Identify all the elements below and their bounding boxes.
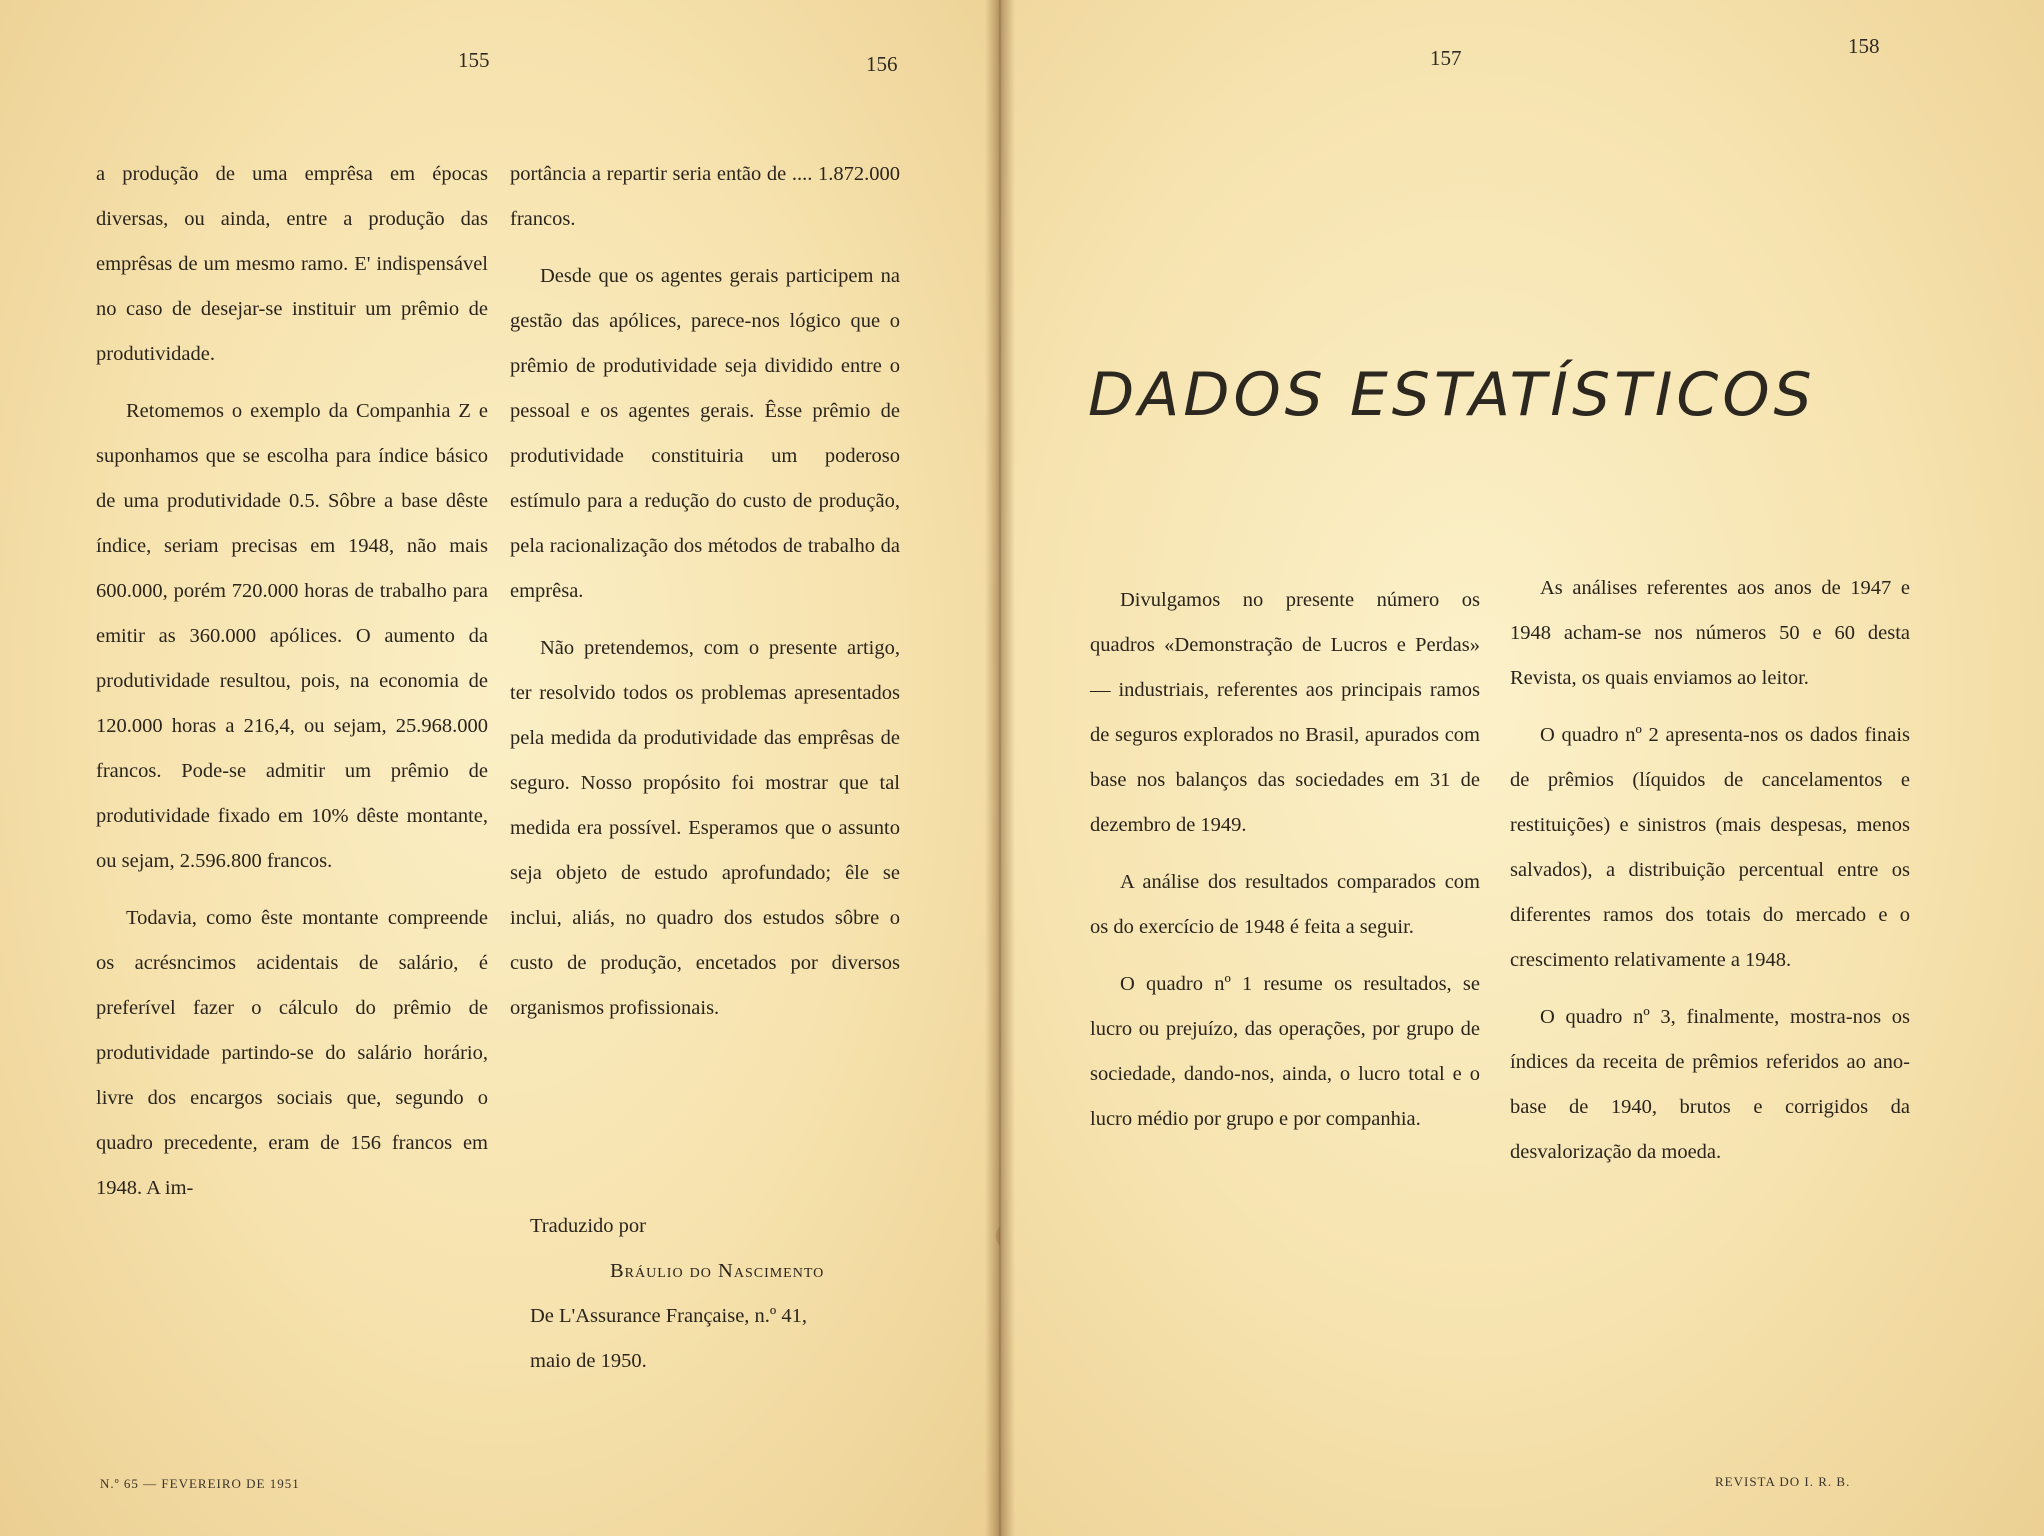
paragraph: Retomemos o exemplo da Companhia Z e suponhamos que se escolha para índice básico de uma produtividade 0.5. Sôbre a base dêste índice, seriam precisas em 1948, não mais 600.000, porém 720.000 horas de trabalho para emitir as 360.000 apólices. O aumento da produtividade resultou, pois, na economia de 120.000 horas a 216,4, ou sejam, 25.968.000 francos. Pode-se admitir um prêmio de produtividade fixado em 10% dêste montante, ou sejam, 2.596.800 francos.	[96, 400, 488, 872]
paragraph: Não pretendemos, com o presente artigo, ter resolvido todos os problemas apresentados pela medida da produtividade das emprêsas de seguro. Nosso propósito foi mostrar que tal medida era possível. Esperamos que o assunto seja objeto de estudo aprofundado; êle se inclui, aliás, no quadro dos estudos sôbre o custo de produção, encetados por diversos organismos profissionais.	[510, 637, 900, 1019]
page-number-156: 156	[866, 52, 898, 76]
right-column-2	[1510, 566, 1910, 1187]
paragraph: O quadro nº 1 resume os resultados, se lucro ou prejuízo, das operações, por grupo de sociedade, dando-nos, ainda, o lucro total e o lucro médio por grupo e por companhia.	[1090, 973, 1480, 1130]
paragraph: Todavia, como êste montante compreende os acrésncimos acidentais de salário, é preferível fazer o cálculo do prêmio de produtividade partindo-se do salário horário, livre dos encargos sociais que, segundo o quadro precedente, eram de 156 francos em 1948. A im-	[96, 907, 488, 1199]
section-title: DADOS ESTATÍSTICOS	[1088, 360, 1816, 430]
source-line: De L'Assurance Française, n.º 41,	[530, 1305, 808, 1327]
left-footer: N.º 65 — FEVEREIRO DE 1951	[100, 1476, 300, 1491]
page-number-155: 155	[458, 48, 490, 72]
paragraph: A análise dos resultados comparados com os do exercício de 1948 é feita a seguir.	[1090, 871, 1480, 938]
translator-name: Bráulio do Nascimento	[610, 1260, 825, 1282]
translated-by: Traduzido por	[530, 1215, 646, 1237]
source-date: maio de 1950.	[530, 1350, 647, 1372]
paragraph: portância a repartir seria então de .... 1.872.000 francos.	[510, 163, 900, 230]
translation-credit	[530, 1204, 910, 1384]
paragraph: O quadro nº 3, finalmente, mostra-nos os índices da receita de prêmios referidos ao ano-base de 1940, brutos e corrigidos da desvalorização da moeda.	[1510, 1006, 1910, 1163]
right-column-1	[1090, 578, 1480, 1154]
paragraph: Divulgamos no presente número os quadros «Demonstração de Lucros e Perdas» — industriais, referentes aos principais ramos de seguros explorados no Brasil, apurados com base nos balanços das sociedades em 31 de dezembro de 1949.	[1090, 589, 1480, 836]
left-column-2	[510, 152, 900, 1043]
page-number-158: 158	[1848, 34, 1880, 58]
right-page	[1000, 0, 2044, 1536]
paragraph: Desde que os agentes gerais participem na gestão das apólices, parece-nos lógico que o prêmio de produtividade seja dividido entre o pessoal e os agentes gerais. Êsse prêmio de produtividade constituiria um poderoso estímulo para a redução do custo de produção, pela racionalização dos métodos de trabalho da emprêsa.	[510, 265, 900, 602]
left-column-1	[96, 152, 488, 1223]
page-number-157: 157	[1430, 46, 1462, 70]
paragraph: a produção de uma emprêsa em épocas diversas, ou ainda, entre a produção das emprêsas de um mesmo ramo. E' indispensável no caso de desejar-se instituir um prêmio de produtividade.	[96, 163, 488, 365]
book-gutter	[985, 0, 1015, 1536]
paragraph: As análises referentes aos anos de 1947 e 1948 acham-se nos números 50 e 60 desta Revista, os quais enviamos ao leitor.	[1510, 577, 1910, 689]
right-footer: REVISTA DO I. R. B.	[1715, 1474, 1851, 1489]
left-page	[0, 0, 1000, 1536]
paragraph: O quadro nº 2 apresenta-nos os dados finais de prêmios (líquidos de cancelamentos e restituições) e sinistros (mais despesas, menos salvados), a distribuição percentual entre os diferentes ramos dos totais do mercado e o crescimento relativamente a 1948.	[1510, 724, 1910, 971]
